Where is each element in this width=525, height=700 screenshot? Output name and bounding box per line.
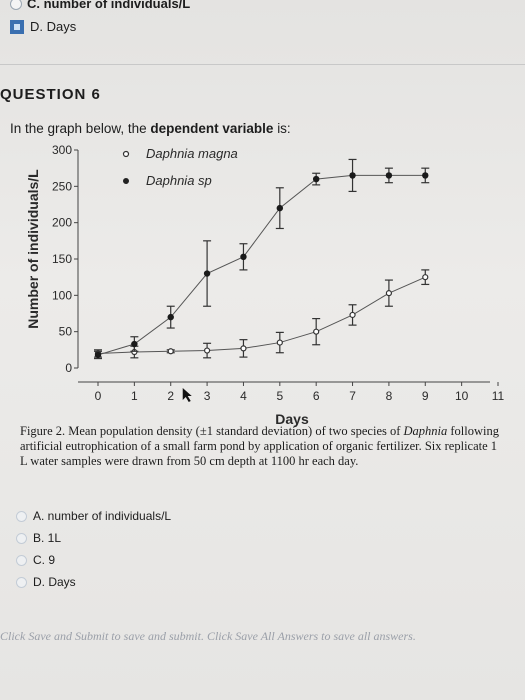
data-point-filled bbox=[277, 205, 283, 211]
data-point-filled bbox=[240, 254, 246, 260]
x-tick-label: 7 bbox=[349, 389, 356, 403]
radio-icon[interactable] bbox=[10, 0, 22, 10]
legend-marker-open bbox=[124, 152, 129, 157]
caption-species: Daphnia bbox=[403, 424, 448, 438]
legend-marker-filled bbox=[123, 178, 129, 184]
x-tick-label: 3 bbox=[203, 389, 211, 403]
answer-option-a[interactable] bbox=[16, 505, 171, 527]
y-tick-label: 200 bbox=[51, 215, 72, 230]
radio-icon[interactable] bbox=[16, 555, 27, 566]
answer-option-b-label: B. 1L bbox=[33, 531, 62, 545]
question-text-prefix: In the graph below, the bbox=[10, 121, 147, 136]
x-tick-label: 2 bbox=[167, 389, 175, 403]
data-point-filled bbox=[349, 172, 355, 178]
y-tick-label: 150 bbox=[51, 252, 72, 266]
y-tick-label: 100 bbox=[51, 288, 72, 303]
data-point-open bbox=[241, 346, 246, 351]
y-tick-label: 300 bbox=[51, 143, 72, 157]
population-chart bbox=[20, 140, 505, 427]
x-tick-label: 5 bbox=[276, 389, 284, 403]
radio-icon[interactable] bbox=[16, 577, 27, 588]
x-tick-label: 0 bbox=[94, 389, 102, 403]
data-point-open bbox=[205, 348, 210, 353]
data-point-open bbox=[168, 349, 173, 354]
caption-lead: Figure 2. Mean population density (±1 standard deviation) of two species of bbox=[20, 424, 401, 438]
previous-option-d[interactable] bbox=[10, 19, 76, 34]
data-point-open bbox=[386, 291, 391, 296]
radio-icon[interactable] bbox=[16, 511, 27, 522]
x-tick-label: 9 bbox=[421, 389, 429, 403]
data-point-filled bbox=[204, 270, 210, 276]
data-point-open bbox=[423, 275, 428, 280]
legend-label: Daphnia magna bbox=[146, 146, 238, 161]
data-point-filled bbox=[95, 352, 101, 358]
answer-option-d[interactable] bbox=[16, 571, 171, 593]
data-point-filled bbox=[168, 314, 174, 320]
mouse-cursor-icon bbox=[183, 388, 192, 402]
y-tick-label: 50 bbox=[58, 324, 72, 339]
answer-option-a-label: A. number of individuals/L bbox=[33, 509, 172, 523]
radio-icon[interactable] bbox=[16, 533, 27, 544]
y-tick-label: 250 bbox=[51, 179, 72, 194]
x-tick-label: 4 bbox=[240, 389, 247, 403]
x-tick-label: 1 bbox=[131, 389, 138, 403]
question-text-bold: dependent variable bbox=[150, 121, 274, 136]
data-point-filled bbox=[313, 176, 319, 182]
answer-options bbox=[16, 505, 171, 593]
save-instructions: Click Save and Submit to save and submit. Click Save All Answers to save all answers. bbox=[0, 629, 416, 643]
question-text-suffix: is: bbox=[277, 121, 291, 136]
data-point-open bbox=[314, 329, 319, 334]
divider bbox=[0, 64, 525, 65]
selected-checkbox-icon[interactable] bbox=[10, 20, 24, 34]
legend-label: Daphnia sp bbox=[146, 173, 212, 188]
answer-option-d-label: D. Days bbox=[33, 575, 76, 589]
answer-option-c-label: C. 9 bbox=[33, 553, 56, 567]
question-title: QUESTION 6 bbox=[0, 86, 101, 103]
x-tick-label: 10 bbox=[454, 389, 469, 403]
data-point-filled bbox=[386, 172, 392, 178]
previous-option-c[interactable] bbox=[10, 0, 190, 11]
x-axis-label: Days bbox=[275, 411, 309, 427]
y-axis-label: Number of individuals/L bbox=[25, 169, 41, 329]
x-tick-label: 11 bbox=[491, 389, 505, 403]
fit-line bbox=[98, 277, 425, 353]
previous-option-d-label: D. Days bbox=[30, 19, 77, 34]
answer-option-b[interactable] bbox=[16, 527, 171, 549]
caption-rest: following artificial eutrophication of a small farm pond by application of organic fertilizer. Six replicate 1 L water samples were drawn from 50 cm depth at 1100 hr each day. bbox=[20, 424, 499, 468]
data-point-filled bbox=[422, 172, 428, 178]
figure-caption bbox=[20, 424, 500, 469]
data-point-filled bbox=[131, 341, 137, 347]
x-tick-label: 8 bbox=[385, 389, 393, 403]
answer-option-c[interactable] bbox=[16, 549, 171, 571]
question-text bbox=[10, 121, 291, 136]
data-point-open bbox=[350, 312, 355, 317]
previous-option-c-label: C. number of individuals/L bbox=[27, 0, 191, 11]
x-tick-label: 6 bbox=[312, 389, 320, 403]
fit-line bbox=[98, 175, 425, 354]
data-point-open bbox=[277, 340, 282, 345]
y-tick-label: 0 bbox=[65, 361, 72, 375]
